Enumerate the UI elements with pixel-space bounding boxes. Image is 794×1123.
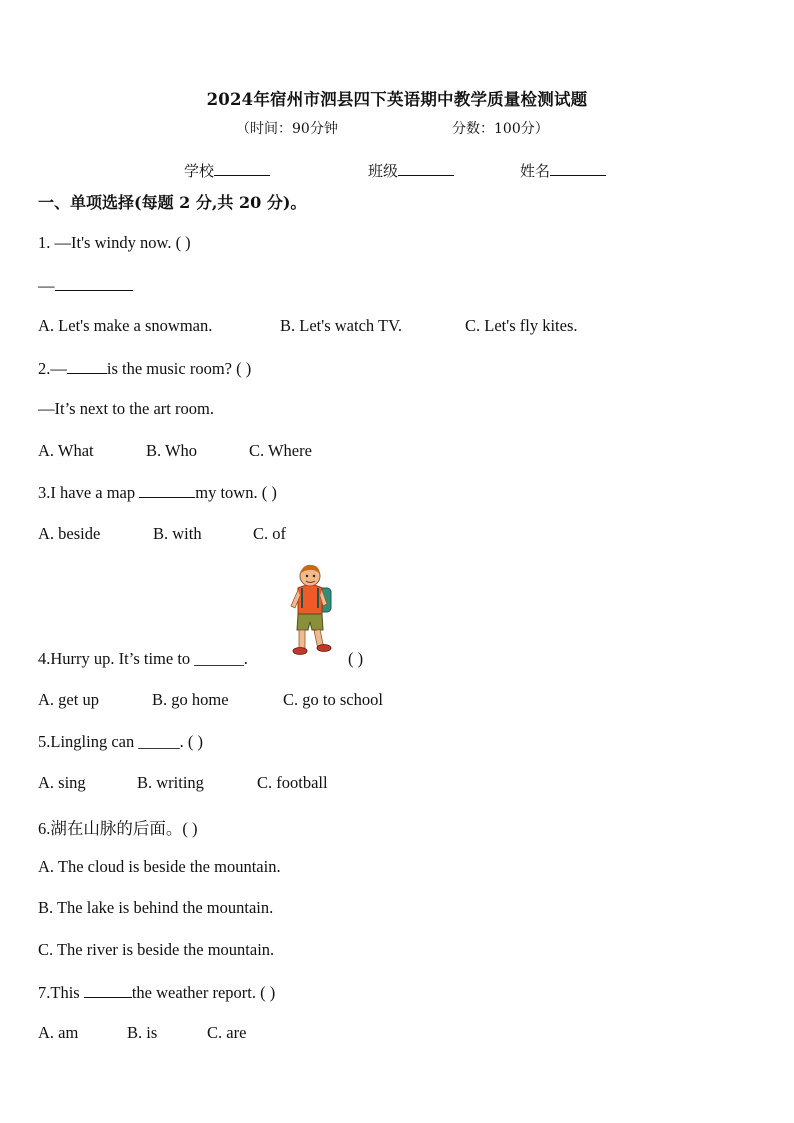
q5-option-a[interactable]: A. sing (38, 773, 86, 792)
q2-prefix: 2.— (38, 359, 67, 378)
q1-stem: 1. —It's windy now. ( ) (38, 233, 191, 252)
q3-stem (38, 482, 277, 503)
q2-option-b[interactable]: B. Who (146, 441, 198, 460)
q2-stem (38, 358, 251, 379)
exam-time: （时间：90分钟 (236, 121, 338, 137)
q1-answer-prefix: — (38, 276, 55, 295)
exam-title: 2024年宿州市泗县四下英语期中教学质量检测试题 (206, 90, 588, 109)
q3-prefix: 3.I have a map (38, 483, 136, 502)
q1-option-c[interactable]: C. Let's fly kites. (465, 316, 578, 335)
name-blank[interactable] (550, 161, 606, 176)
class-label: 班级 (368, 162, 399, 180)
q3-suffix: my town. ( ) (195, 483, 277, 502)
class-blank[interactable] (398, 161, 454, 176)
school-field (184, 160, 270, 181)
q7-option-b[interactable]: B. is (127, 1023, 158, 1042)
q5-option-c[interactable]: C. football (257, 773, 328, 792)
q7-prefix: 7.This (38, 983, 80, 1002)
q3-option-c[interactable]: C. of (253, 524, 286, 543)
q1-answer-blank[interactable] (55, 275, 133, 291)
q2-reply: —It’s next to the art room. (38, 399, 214, 418)
school-blank[interactable] (214, 161, 270, 176)
q4-option-a[interactable]: A. get up (38, 690, 99, 709)
boy-with-backpack-icon (285, 562, 337, 662)
q7-stem (38, 982, 275, 1003)
q1-option-a[interactable]: A. Let's make a snowman. (38, 316, 213, 335)
name-field (520, 160, 606, 181)
q3-option-a[interactable]: A. beside (38, 524, 101, 543)
school-label: 学校 (184, 162, 215, 180)
q6-option-a[interactable]: A. The cloud is beside the mountain. (38, 857, 281, 876)
q3-option-b[interactable]: B. with (153, 524, 202, 543)
q6-stem: 6.湖在山脉的后面。( ) (38, 819, 198, 838)
q1-option-b[interactable]: B. Let's watch TV. (280, 316, 402, 335)
q7-blank[interactable] (84, 982, 132, 998)
q7-suffix: the weather report. ( ) (131, 983, 276, 1002)
q5-option-b[interactable]: B. writing (137, 773, 204, 792)
q7-option-c[interactable]: C. are (207, 1023, 247, 1042)
q2-option-c[interactable]: C. Where (249, 441, 312, 460)
q4-option-c[interactable]: C. go to school (283, 690, 383, 709)
q1-answer-line (38, 275, 133, 296)
q2-option-a[interactable]: A. What (38, 441, 94, 460)
q6-option-b[interactable]: B. The lake is behind the mountain. (38, 898, 274, 917)
exam-score: 分数：100分） (452, 121, 549, 137)
q4-option-b[interactable]: B. go home (152, 690, 229, 709)
q4-stem: 4.Hurry up. It’s time to ______. (38, 649, 248, 668)
q2-suffix: is the music room? ( ) (106, 359, 252, 378)
q2-blank[interactable] (67, 358, 107, 374)
name-label: 姓名 (520, 162, 551, 180)
q7-option-a[interactable]: A. am (38, 1023, 79, 1042)
q6-option-c[interactable]: C. The river is beside the mountain. (38, 940, 275, 959)
class-field (368, 160, 454, 181)
q3-blank[interactable] (139, 482, 195, 498)
q4-paren[interactable]: ( ) (348, 649, 364, 668)
q5-stem: 5.Lingling can _____. ( ) (38, 732, 203, 751)
section-title: 一、单项选择(每题 2 分,共 20 分)。 (38, 193, 307, 212)
